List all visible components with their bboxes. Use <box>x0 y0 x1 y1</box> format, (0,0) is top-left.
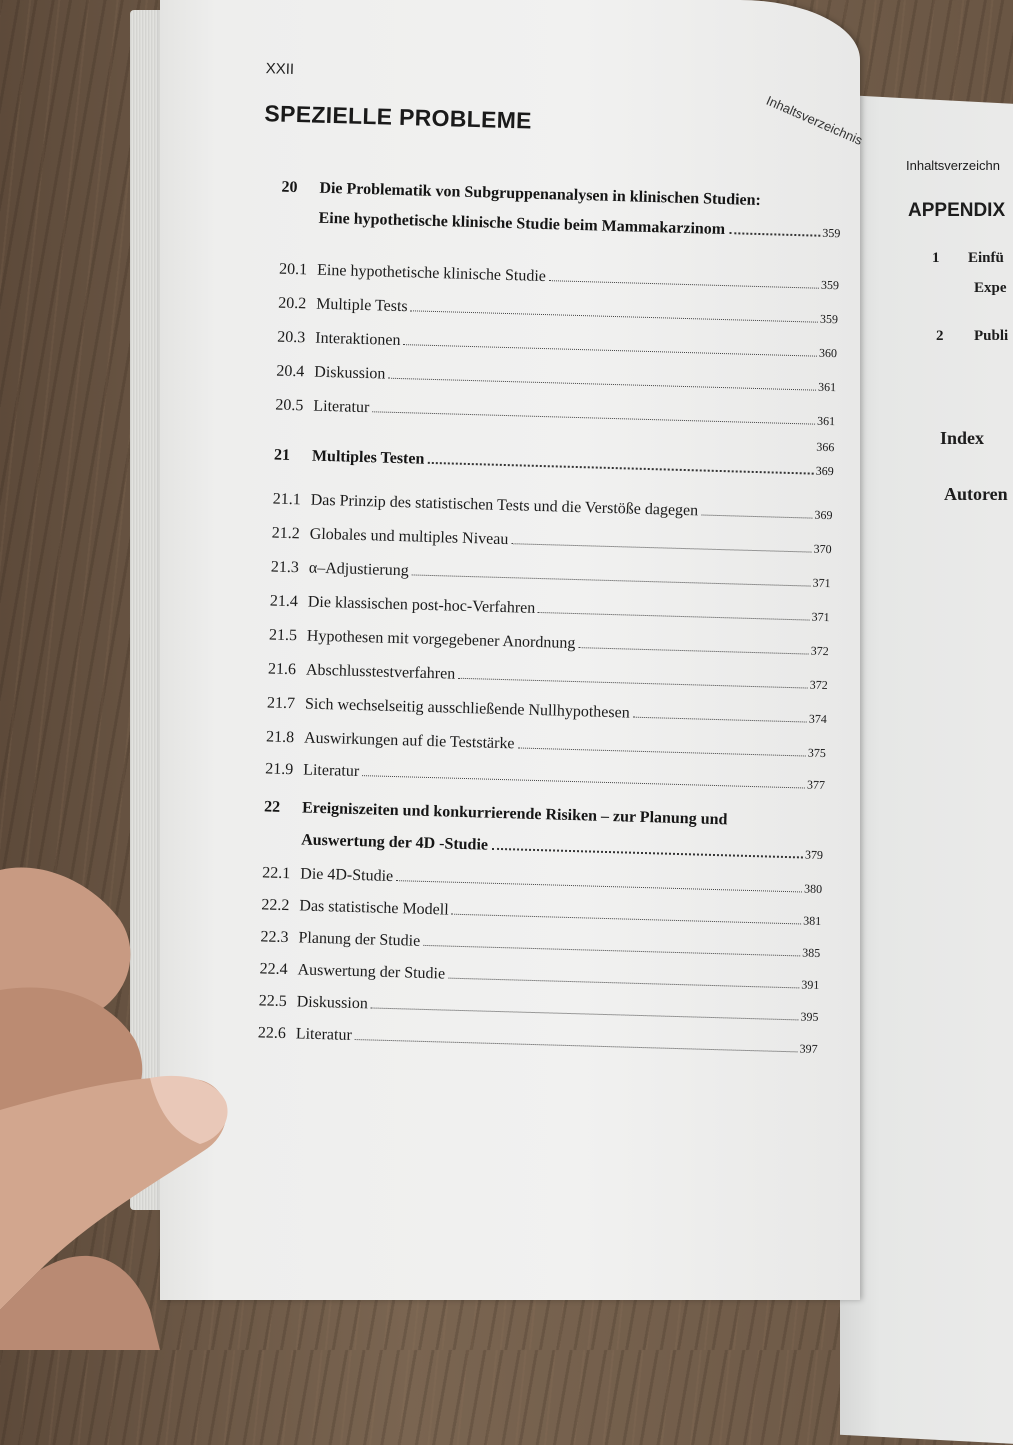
entry-title: Literatur <box>302 761 360 781</box>
dot-leader <box>388 378 816 391</box>
entry-page: 371 <box>811 609 830 625</box>
chapter-heading[interactable] <box>281 178 842 241</box>
chapter-heading[interactable] <box>263 798 824 863</box>
toc-entry[interactable] <box>266 728 826 762</box>
dot-leader <box>355 1039 798 1052</box>
entry-title: Das Prinzip des statistischen Tests und die Verstöße dagegen <box>310 491 699 520</box>
right-section-title: APPENDIX <box>908 200 1006 221</box>
dot-leader <box>412 574 811 586</box>
entry-title: Globales und multiples Niveau <box>309 525 509 549</box>
dot-leader <box>448 978 799 989</box>
entry-page: 359 <box>819 311 839 327</box>
entry-number: 22.5 <box>258 992 287 1011</box>
entry-title: Die 4D-Studie <box>300 865 394 886</box>
entry-page: 372 <box>809 677 828 693</box>
dot-leader <box>538 612 809 621</box>
entry-title: Auswertung der Studie <box>297 961 446 983</box>
page-number: XXII <box>265 60 295 78</box>
entry-number: 20.4 <box>276 362 305 381</box>
thumb-illustration <box>0 840 240 1350</box>
entry-number: 22.2 <box>261 896 290 915</box>
chapter-number: 20 <box>281 178 298 197</box>
dot-leader <box>549 280 819 289</box>
dot-leader <box>403 344 817 357</box>
chapter-number: 21 <box>273 446 291 464</box>
chapter-page: 369 <box>815 463 834 479</box>
right-item-line: Expe <box>974 280 1007 296</box>
chapter-title-line: Auswertung der 4D -Studie <box>301 831 489 854</box>
chapter-title-line: Ereigniszeiten und konkurrierende Risiken – zur Planung und <box>301 799 728 829</box>
entry-number: 21.3 <box>270 558 300 577</box>
toc-entry[interactable] <box>272 525 832 559</box>
dot-leader <box>492 848 803 859</box>
right-authors-label: Autoren <box>944 484 1008 504</box>
entry-title: Sich wechselseitig ausschließende Nullhypothesen <box>304 695 630 722</box>
entry-number: 22.1 <box>262 864 291 883</box>
dot-leader <box>458 678 808 689</box>
running-head-right: Inhaltsverzeichnis <box>764 92 865 148</box>
dot-leader <box>701 514 812 518</box>
entry-title: Planung der Studie <box>298 929 421 950</box>
entry-number: 20.3 <box>277 328 306 347</box>
dot-leader <box>511 543 811 552</box>
entry-title: Diskussion <box>296 993 369 1013</box>
toc-entry[interactable] <box>258 1024 818 1058</box>
right-item-line: Einfü <box>968 250 1004 266</box>
toc-entry[interactable] <box>259 960 819 994</box>
entry-number: 21.4 <box>269 592 299 611</box>
entry-page: 395 <box>800 1009 819 1024</box>
entry-number: 20.2 <box>277 294 307 313</box>
chapter-title-line: Eine hypothetische klinische Studie beim Mammakarzinom <box>318 209 726 239</box>
entry-page: 370 <box>813 541 832 557</box>
toc-entry[interactable] <box>275 397 835 431</box>
entry-number: 21.7 <box>266 694 296 713</box>
toc-entry[interactable] <box>260 928 820 962</box>
toc-entry[interactable] <box>267 694 827 728</box>
section-title: SPEZIELLE PROBLEME <box>264 100 533 134</box>
right-running-head: Inhaltsverzeichn <box>906 158 1000 173</box>
entry-page: 361 <box>816 413 836 429</box>
toc-entry[interactable] <box>268 660 828 694</box>
dot-leader <box>362 775 805 788</box>
dot-leader <box>423 945 800 957</box>
toc-entry[interactable] <box>262 864 822 898</box>
entry-title: α–Adjustierung <box>308 559 409 580</box>
toc-entry[interactable] <box>279 261 839 295</box>
entry-number: 21.6 <box>267 660 297 679</box>
entry-page: 361 <box>817 379 837 395</box>
entry-title: Hypothesen mit vorgegebener Anordnung <box>306 627 576 653</box>
entry-number: 22.6 <box>257 1024 287 1043</box>
entry-number: 20.5 <box>275 396 304 415</box>
toc-entry[interactable] <box>265 760 825 794</box>
entry-page: 369 <box>814 507 833 523</box>
entry-number: 21.8 <box>265 728 295 747</box>
entry-page: 377 <box>806 777 826 793</box>
entry-page: 391 <box>801 977 820 992</box>
dot-leader <box>396 880 802 892</box>
dot-leader <box>372 411 815 424</box>
trailing-page-number: 366 <box>816 439 835 455</box>
dot-leader <box>729 232 820 237</box>
right-item-number: 1 <box>932 250 940 266</box>
dot-leader <box>428 462 813 475</box>
entry-title: Eine hypothetische klinische Studie <box>316 261 547 286</box>
entry-page: 380 <box>803 881 823 897</box>
entry-title: Auswirkungen auf die Teststärke <box>303 729 515 753</box>
entry-number: 21.9 <box>264 760 294 779</box>
entry-page: 397 <box>799 1041 818 1056</box>
holding-hand <box>0 840 240 1350</box>
chapter-page: 379 <box>804 847 824 863</box>
entry-number: 21.1 <box>272 490 301 509</box>
toc-entry[interactable] <box>269 626 829 660</box>
toc-entry[interactable] <box>261 896 821 930</box>
entry-title: Literatur <box>313 397 370 417</box>
dot-leader <box>578 647 808 654</box>
toc-entry[interactable] <box>277 329 837 363</box>
entry-title: Multiple Tests <box>315 295 408 316</box>
right-item-number: 2 <box>936 328 944 344</box>
entry-number: 21.2 <box>271 524 301 543</box>
toc-entry[interactable] <box>271 559 831 593</box>
chapter-page: 359 <box>822 225 841 241</box>
dot-leader <box>517 747 805 756</box>
dot-leader <box>633 717 807 723</box>
entry-number: 21.5 <box>268 626 298 645</box>
entry-title: Die klassischen post-hoc-Verfahren <box>307 593 536 617</box>
dot-leader <box>371 1007 799 1020</box>
entry-page: 360 <box>818 345 838 361</box>
entry-number: 20.1 <box>278 260 308 279</box>
entry-page: 359 <box>820 277 840 293</box>
toc-entry[interactable] <box>258 992 818 1026</box>
entry-page: 372 <box>810 643 829 659</box>
entry-title: Abschlusstestverfahren <box>305 661 456 683</box>
right-index-label: Index <box>940 428 985 448</box>
toc-entry[interactable] <box>276 363 836 397</box>
entry-page: 381 <box>802 913 822 929</box>
toc-entry[interactable] <box>270 592 830 626</box>
entry-title: Das statistische Modell <box>299 897 449 919</box>
right-item-line: Publi <box>974 328 1009 344</box>
entry-title: Interaktionen <box>315 329 401 350</box>
entry-title: Literatur <box>295 1025 353 1044</box>
entry-number: 22.3 <box>260 928 289 947</box>
toc-entry[interactable] <box>278 295 838 329</box>
entry-title: Diskussion <box>314 363 386 383</box>
chapter-title-line: Multiples Testen <box>311 447 425 468</box>
entry-number: 22.4 <box>259 960 288 979</box>
entry-page: 374 <box>808 711 828 727</box>
entry-page: 385 <box>802 945 821 960</box>
chapter-title-line: Die Problematik von Subgruppenanalysen in klinischen Studien: <box>319 179 762 210</box>
toc-entry[interactable] <box>272 491 832 525</box>
entry-page: 371 <box>812 575 831 591</box>
dot-leader <box>452 914 802 925</box>
entry-page: 375 <box>807 745 827 761</box>
right-page <box>840 95 1013 1445</box>
chapter-number: 22 <box>263 798 281 816</box>
dot-leader <box>411 310 818 322</box>
